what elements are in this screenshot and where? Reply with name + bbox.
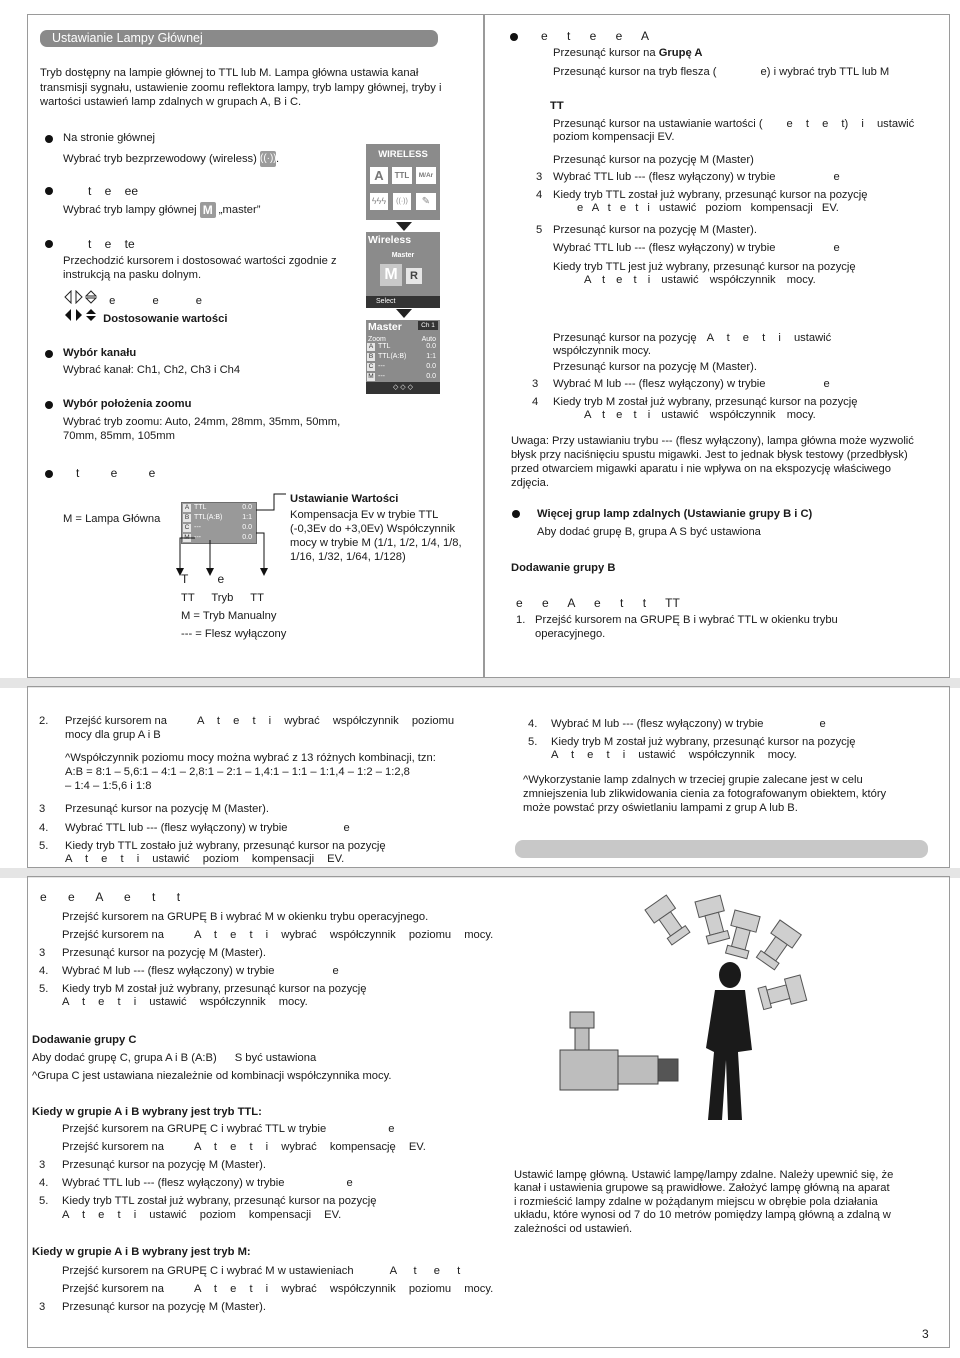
lcd-channel: Ch 1 [418, 321, 438, 330]
ll-l5: Kiedy tryb M został już wybrany, przesunąć kursor na pozycję [62, 983, 367, 995]
ll-c1 [32, 1051, 316, 1065]
rt-m1-tail: A t e t i ustawić [706, 332, 832, 344]
lcd-master-caption: Master [391, 252, 415, 259]
rt-s1-text: Przejść kursorem na GRUPĘ B i wybrać TTL w okienku trybu operacyjnego. [535, 614, 838, 640]
ml-l5: Przesunąć kursor na pozycję M (Master). [65, 803, 269, 815]
wireless-flash-illustration [530, 880, 910, 1130]
group-key: C [368, 363, 374, 370]
group-mode: --- [194, 534, 201, 541]
ll-t5: Kiedy tryb TTL został już wybrany, przesunąć kursor na pozycję [62, 1195, 377, 1207]
rt-note: Uwaga: Przy ustawianiu trybu --- (flesz wyłączony), lampa główna może wyzwolić błysk przy naciśnięciu spustu migawki. Jest to jednak błysk testowy (przedbłysk) przed otwarciem migawki aparatu i nie wpływa on na ekspozycję właściwego zdjęcia. [511, 435, 914, 489]
rt-sub: e e A e t t TT [516, 596, 680, 610]
mode-ttl: TT Tryb TT [181, 592, 264, 604]
rt-l6: Kiedy tryb TTL został już wybrany, przesunąć kursor na pozycję [553, 189, 868, 201]
mode-off: --- = Flesz wyłączony [181, 628, 287, 640]
group-mode: --- [378, 363, 385, 370]
section-header [40, 30, 438, 47]
ll-l3: Przesunąć kursor na pozycję M (Master). [62, 947, 266, 959]
lcd-m-icon: M [380, 264, 402, 286]
rt-more-text: Aby dodać grupę B, grupa A S być ustawiona [537, 526, 761, 538]
lcd-zoom-label: Zoom [368, 336, 386, 343]
master-label: „master” [218, 203, 261, 216]
ll-add-c: Dodawanie grupy C [32, 1034, 137, 1046]
group-value: 0.0 [426, 363, 436, 370]
group-value: 1:1 [242, 514, 252, 521]
ml-l4: – 1:4 – 1:5,6 i 1:8 [65, 780, 152, 792]
group-key: B [184, 514, 190, 521]
rt-l3 [553, 117, 914, 131]
rt-add-b: Dodawanie grupy B [511, 562, 616, 574]
rt-l1-text: Przesunąć kursor na [553, 47, 656, 59]
rt-l1-bold: Grupę A [658, 47, 703, 59]
rt-n5: 5 [536, 224, 543, 236]
group-mode: TTL [378, 343, 391, 350]
ll-t3: Przesunąć kursor na pozycję M (Master). [62, 1159, 266, 1171]
down-arrow-icon [396, 222, 412, 232]
group-value: 0.0 [426, 343, 436, 350]
ll-u2-tail: A t e t i wybrać współczynnik poziomu mocy. [193, 1283, 494, 1295]
rt-l5-tail: e [833, 171, 840, 183]
lcd-icon-mar: M/Ar [416, 167, 436, 184]
lcd-r-icon: R [406, 268, 422, 284]
group-value: 0.0 [242, 534, 252, 541]
rt-m3-tail: e [823, 378, 830, 390]
ml-l6-tail: e [343, 822, 350, 834]
rt-l1 [553, 46, 702, 60]
bullet [45, 187, 53, 195]
rt-m1c: współczynnik mocy. [553, 345, 652, 357]
rt-l6b: e A t e t i ustawić poziom kompensacji EV. [577, 202, 839, 214]
lcd-row [366, 352, 440, 362]
ll-t1 [62, 1122, 394, 1136]
ll-t-n4: 4. [39, 1177, 49, 1189]
nav-hint-2 [64, 308, 227, 326]
lcd-wireless [366, 144, 440, 220]
ll-c1-tail: S być ustawiona [234, 1052, 317, 1064]
group-value: 0.0 [426, 373, 436, 380]
ll-t4-tail: e [346, 1177, 353, 1189]
section-header-text: Ustawianie Lampy Głównej [52, 31, 203, 45]
rt-l5-text: Wybrać TTL lub --- (flesz wyłączony) w trybie [553, 171, 776, 183]
nav-hint-2-text: Dostosowanie wartości [103, 313, 228, 325]
rt-n4: 4 [536, 189, 543, 201]
ll-t1-tail: e [388, 1123, 395, 1135]
ll-t1-text: Przejść kursorem na GRUPĘ C i wybrać TTL w trybie [62, 1123, 327, 1135]
step1-text [63, 151, 279, 167]
lcd-icon-flash: ϟϟϟ [370, 193, 388, 210]
ll-t4-text: Wybrać TTL lub --- (flesz wyłączony) w trybie [62, 1177, 285, 1189]
ll-u1-tail: A t e t [389, 1265, 461, 1277]
dot: . [275, 152, 280, 165]
rt-title: e t e e A [541, 29, 650, 43]
ll-l5b: A t e t i ustawić współczynnik mocy. [62, 996, 308, 1008]
lr-text: Ustawić lampę główną. Ustawić lampę/lampy zdalne. Należy upewnić się, że kanał i ustawienia grupowe są prawidłowe. Założyć lampę główną na aparat i rozmieścić lampy zdalne w pożądanym miejscu w obrębie pola działania układu, które wynosi od 7 do 10 metrów pomiędzy lampą główną a zdalną w zależności od ustawień. [514, 1169, 894, 1235]
ll-c2: ^Grupa C jest ustawiana niezależnie od kombinacji współczynnika mocy. [32, 1070, 392, 1082]
ml-l3: A:B = 8:1 – 5,6:1 – 4:1 – 2,8:1 – 2:1 – 1,4:1 – 1:1 – 1:1,4 – 1:2 – 1:2,8 [65, 766, 410, 778]
rt-l3c: poziom kompensacji EV. [553, 131, 675, 143]
rt-l9b: A t e t i ustawić współczynnik mocy. [584, 274, 816, 286]
group-key: A [368, 343, 374, 350]
rt-m4: Kiedy tryb M został już wybrany, przesunąć kursor na pozycję [553, 396, 858, 408]
rt-m3 [553, 377, 830, 391]
step6-title: t e e [76, 466, 156, 480]
ml-l1c: mocy dla grup A i B [65, 729, 161, 741]
bullet [45, 401, 53, 409]
rt-l3-text: Przesunąć kursor na ustawianie wartości ( [553, 118, 763, 130]
group-value: 0.0 [242, 524, 252, 531]
ll-u1-text: Przejść kursorem na GRUPĘ C i wybrać M w ustawieniach [62, 1265, 354, 1277]
mode-t: T e [181, 572, 225, 586]
ll-t-n5: 5. [39, 1195, 49, 1207]
mr-l2: Kiedy tryb M został już wybrany, przesunąć kursor na pozycję [551, 736, 856, 748]
bullet [45, 470, 53, 478]
rt-l4: Przesunąć kursor na pozycję M (Master) [553, 154, 754, 166]
ll-m-title: Kiedy w grupie A i B wybrany jest tryb M: [32, 1246, 251, 1258]
ll-t2-tail: A t e t i wybrać kompensację EV. [193, 1141, 426, 1153]
ll-u2 [62, 1282, 493, 1296]
rt-l8-tail: e [833, 242, 840, 254]
rt-l5 [553, 170, 840, 184]
mr-n5: 5. [528, 736, 538, 748]
rt-l2 [553, 65, 889, 79]
step2-title: t e ee [88, 184, 139, 198]
down-arrow-icon [396, 309, 412, 319]
bullet [45, 350, 53, 358]
group-mode: --- [194, 524, 201, 531]
ml-n5: 5. [39, 840, 49, 852]
bullet [45, 135, 53, 143]
group-mode: --- [378, 373, 385, 380]
rt-n3: 3 [536, 171, 543, 183]
group-value: 1:1 [426, 353, 436, 360]
lcd-icon-ttl: TTL [392, 167, 412, 184]
ml-l1 [65, 714, 454, 728]
mr-n4: 4. [528, 718, 538, 730]
rt-m-n3: 3 [532, 378, 539, 390]
group-key: A [184, 504, 190, 511]
ll-title: e e A e t t [40, 890, 181, 904]
bullet [45, 240, 53, 248]
ml-l1-tail: A t e t i wybrać współczynnik poziomu [196, 715, 455, 727]
nav-hint-1 [64, 290, 202, 308]
lcd-master-settings [366, 320, 440, 394]
step3-title: t e te [88, 237, 135, 251]
mr-note: ^Wykorzystanie lamp zdalnych w trzeciej grupie zalecane jest w celu zmniejszenia lub zlikwidowania cienia za fotografowanym obiektem, który może powstać przy oświetlaniu lampami z grup A lub B. [523, 774, 887, 814]
master-mode-icon: M [200, 202, 216, 218]
page-number: 3 [922, 1327, 929, 1341]
step2-label: Wybrać tryb lampy głównej [63, 203, 197, 216]
lcd-row [366, 342, 440, 352]
ll-t2 [62, 1140, 426, 1154]
step1-title: Na stronie głównej [63, 132, 156, 144]
master-definition: M = Lampa Główna [63, 513, 161, 525]
ll-l4-text: Wybrać M lub --- (flesz wyłączony) w trybie [62, 965, 275, 977]
ll-l4 [62, 964, 339, 978]
lcd-zoom-value: Auto [421, 336, 436, 343]
ml-n3: 3 [39, 803, 46, 815]
nav-hint-1-text: e e e [109, 295, 202, 307]
ll-u3: Przesunąć kursor na pozycję M (Master). [62, 1301, 266, 1313]
ll-u1 [62, 1264, 460, 1278]
ll-l2-tail: A t e t i wybrać współczynnik poziomu mocy. [193, 929, 494, 941]
ml-n4: 4. [39, 822, 49, 834]
ml-l7b: A t e t i ustawić poziom kompensacji EV. [65, 853, 345, 865]
channel-text: Wybrać kanał: Ch1, Ch2, Ch3 i Ch4 [63, 364, 241, 376]
ll-t-n3: 3 [39, 1159, 46, 1171]
group-mode: TTL [194, 504, 207, 511]
rt-m1 [553, 331, 831, 345]
ll-l2 [62, 928, 493, 942]
intro-text: Tryb dostępny na lampie głównej to TTL lub M. Lampa główna ustawia kanał transmisji sygnału, ustawienie zoomu reflektora lampy, tryb lampy głównej, tryby i wartości ustawień lamp zdalnych w grupach A, B i C. [40, 67, 442, 108]
ll-l1: Przejść kursorem na GRUPĘ B i wybrać M w okienku trybu operacyjnego. [62, 911, 429, 923]
ml-n2: 2. [39, 715, 49, 727]
ml-l1-text: Przejść kursorem na [65, 715, 167, 727]
rt-m1-text: Przesunąć kursor na pozycję [553, 332, 697, 344]
ml-l2: ^Współczynnik poziomu mocy można wybrać z 13 różnych kombinacji, tzn: [65, 752, 436, 764]
group-key: B [368, 353, 374, 360]
group-key: M [368, 373, 374, 380]
lcd-wireless-title: WIRELESS [378, 149, 428, 160]
wireless-icon: ((·)) [260, 151, 276, 167]
mr-l1-text: Wybrać M lub --- (flesz wyłączony) w trybie [551, 718, 764, 730]
ll-c1-text: Aby dodać grupę C, grupa A i B (A:B) [32, 1052, 217, 1064]
ll-n3: 3 [39, 947, 46, 959]
zoom-title: Wybór położenia zoomu [63, 398, 192, 410]
lcd-icon-wrench: ✎ [416, 193, 436, 210]
ll-n5: 5. [39, 983, 49, 995]
ll-t2-text: Przejść kursorem na [62, 1141, 164, 1153]
mr-l2b: A t e t i ustawić współczynnik mocy. [551, 749, 797, 761]
bullet [512, 510, 520, 518]
ll-u-n3: 3 [39, 1301, 46, 1313]
lcd-row [366, 362, 440, 372]
mr-grey-bar [515, 840, 928, 858]
rt-m4b: A t e t i ustawić współczynnik mocy. [584, 409, 816, 421]
rt-l2-tail: e) i wybrać tryb TTL lub M [760, 66, 890, 78]
rt-l2-text: Przesunąć kursor na tryb flesza ( [553, 66, 717, 78]
rt-l9: Kiedy tryb TTL jest już wybrany, przesunąć kursor na pozycję [553, 261, 856, 273]
mode-manual: M = Tryb Manualny [181, 610, 277, 622]
rt-l7: Przesunąć kursor na pozycję M (Master). [553, 224, 757, 236]
rt-l8 [553, 241, 840, 255]
group-key: C [184, 524, 190, 531]
ll-u2-text: Przejść kursorem na [62, 1283, 164, 1295]
values-text: Kompensacja Ev w trybie TTL (-0,3Ev do +3,0Ev) Współczynnik mocy w trybie M (1/1, 1/2, 1/4, 1/8, 1/16, 1/32, 1/64, 1/128) [290, 509, 462, 563]
rt-ttl-head: TT [550, 100, 564, 112]
ml-l6 [65, 821, 350, 835]
lcd-icon-a: A [370, 167, 388, 184]
lcd-row [366, 372, 440, 382]
step2-text [63, 202, 260, 218]
group-value: 0.0 [242, 504, 252, 511]
mr-l1 [551, 717, 826, 731]
group-mode: TTL(A:B) [378, 353, 407, 360]
group-key: M [184, 534, 190, 541]
rt-m3-text: Wybrać M lub --- (flesz wyłączony) w trybie [553, 378, 766, 390]
ll-n4: 4. [39, 965, 49, 977]
ll-t5b: A t e t i ustawić poziom kompensacji EV. [62, 1209, 342, 1221]
mr-l1-tail: e [819, 718, 826, 730]
step3-text: Przechodzić kursorem i dostosować wartości zgodnie z instrukcją na pasku dolnym. [63, 255, 337, 281]
rt-s1: 1. [516, 614, 526, 626]
lcd-wireless-label: Wireless [368, 234, 412, 246]
ll-l2-text: Przejść kursorem na [62, 929, 164, 941]
values-title: Ustawianie Wartości [290, 493, 399, 505]
rt-m-n4: 4 [532, 396, 539, 408]
bullet [510, 33, 518, 41]
step1-label: Wybrać tryb bezprzewodowy (wireless) [63, 152, 257, 165]
rt-l3-tail: e t e t) i ustawić [786, 118, 915, 130]
lcd-select-bar [366, 296, 440, 308]
ll-l4-tail: e [332, 965, 339, 977]
group-mode: TTL(A:B) [194, 514, 223, 521]
channel-title: Wybór kanału [63, 347, 137, 359]
ml-l7: Kiedy tryb TTL zostało już wybrany, przesunąć kursor na pozycję [65, 840, 386, 852]
lcd-select-label: Select [376, 298, 396, 305]
lcd-master-select [366, 232, 440, 308]
lcd-master-title: Master [368, 321, 402, 333]
rt-l8-text: Wybrać TTL lub --- (flesz wyłączony) w trybie [553, 242, 776, 254]
lcd-bottom-bar: ◇ ◇ ◇ [366, 382, 440, 394]
rt-more-title: Więcej grup lamp zdalnych (Ustawianie grupy B i C) [537, 508, 813, 520]
ll-t4 [62, 1176, 353, 1190]
ll-ttl-title: Kiedy w grupie A i B wybrany jest tryb TTL: [32, 1106, 262, 1118]
zoom-text: Wybrać tryb zoomu: Auto, 24mm, 28mm, 35mm, 50mm, 70mm, 85mm, 105mm [63, 416, 341, 442]
rt-m2: Przesunąć kursor na pozycję M (Master). [553, 361, 757, 373]
ml-l6-text: Wybrać TTL lub --- (flesz wyłączony) w trybie [65, 822, 288, 834]
cursor-outline-icons [64, 290, 98, 304]
cursor-filled-icons [64, 308, 98, 322]
lcd-icon-wireless: ((·)) [393, 193, 411, 210]
